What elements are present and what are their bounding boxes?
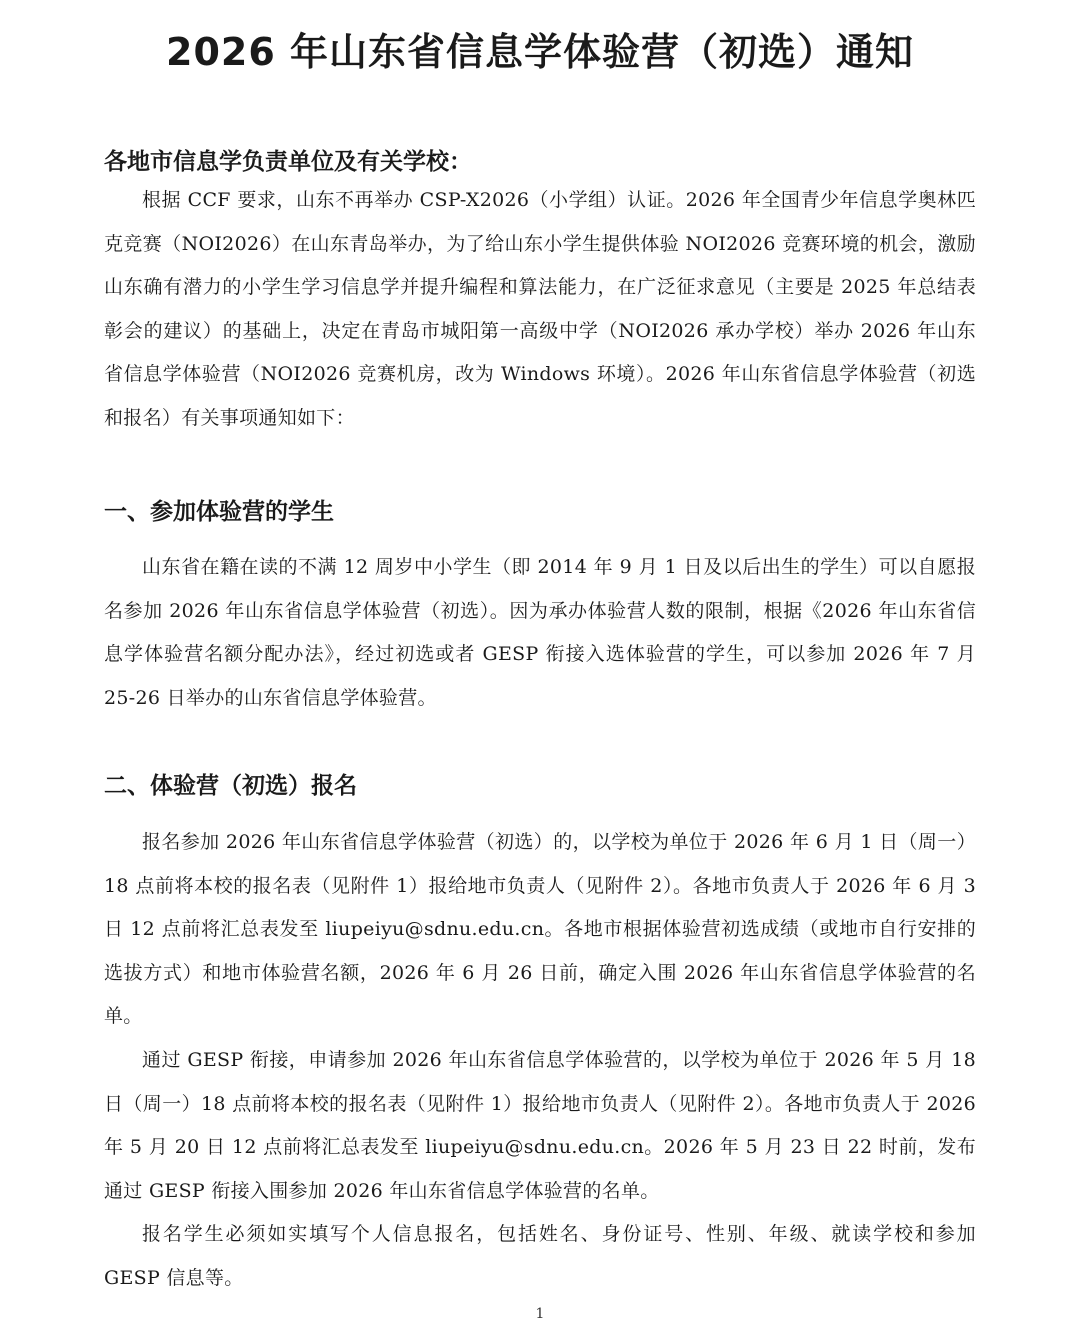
page-number: 1 bbox=[535, 1306, 545, 1322]
section-2-paragraph-2: 通过 GESP 衔接，申请参加 2026 年山东省信息学体验营的，以学校为单位于 2026 年 5 月 18 日（周一）18 点前将本校的报名表（见附件 1）报给地市负责人（见附件 2）。各地市负责人于 2026 年 5 月 20 日 12 点前将汇总表发至 liupeiyu@sdnu.edu.cn。2026 年 5 月 23 日 22 时前，发布通过 GESP 衔接入围参加 2026 年山东省信息学体验营的名单。 bbox=[104, 1049, 976, 1202]
section-2-paragraph-3: 报名学生必须如实填写个人信息报名，包括姓名、身份证号、性别、年级、就读学校和参加 GESP 信息等。 bbox=[104, 1223, 976, 1289]
section-2-paragraph-1: 报名参加 2026 年山东省信息学体验营（初选）的，以学校为单位于 2026 年 6 月 1 日（周一）18 点前将本校的报名表（见附件 1）报给地市负责人（见附件 2）。各地市负责人于 2026 年 6 月 3 日 12 点前将汇总表发至 liupeiyu@sdnu.edu.cn。各地市根据体验营初选成绩（或地市自行安排的选拔方式）和地市体验营名额，2026 年 6 月 26 日前，确定入围 2026 年山东省信息学体验营的名单。 bbox=[104, 831, 976, 1027]
document-title: 2026 年山东省信息学体验营（初选）通知 bbox=[166, 30, 914, 74]
section-2-heading: 二、体验营（初选）报名 bbox=[104, 773, 357, 799]
section-1-heading: 一、参加体验营的学生 bbox=[104, 499, 334, 525]
section-1-paragraph: 山东省在籍在读的不满 12 周岁中小学生（即 2014 年 9 月 1 日及以后出生的学生）可以自愿报名参加 2026 年山东省信息学体验营（初选）。因为承办体验营人数的限制，根据《2026 年山东省信息学体验营名额分配办法》，经过初选或者 GESP 衔接入选体验营的学生，可以参加 2026 年 7 月 25-26 日举办的山东省信息学体验营。 bbox=[104, 556, 976, 709]
intro-paragraph: 根据 CCF 要求，山东不再举办 CSP-X2026（小学组）认证。2026 年全国青少年信息学奥林匹克竞赛（NOI2026）在山东青岛举办，为了给山东小学生提供体验 NOI2026 竞赛环境的机会，激励山东确有潜力的小学生学习信息学并提升编程和算法能力，在广泛征求意见（主要是 2025 年总结表彰会的建议）的基础上，决定在青岛市城阳第一高级中学（NOI2026 承办学校）举办 2026 年山东省信息学体验营（NOI2026 竞赛机房，改为 Windows 环境）。2026 年山东省信息学体验营（初选和报名）有关事项通知如下： bbox=[104, 189, 976, 429]
salutation: 各地市信息学负责单位及有关学校： bbox=[104, 149, 472, 175]
